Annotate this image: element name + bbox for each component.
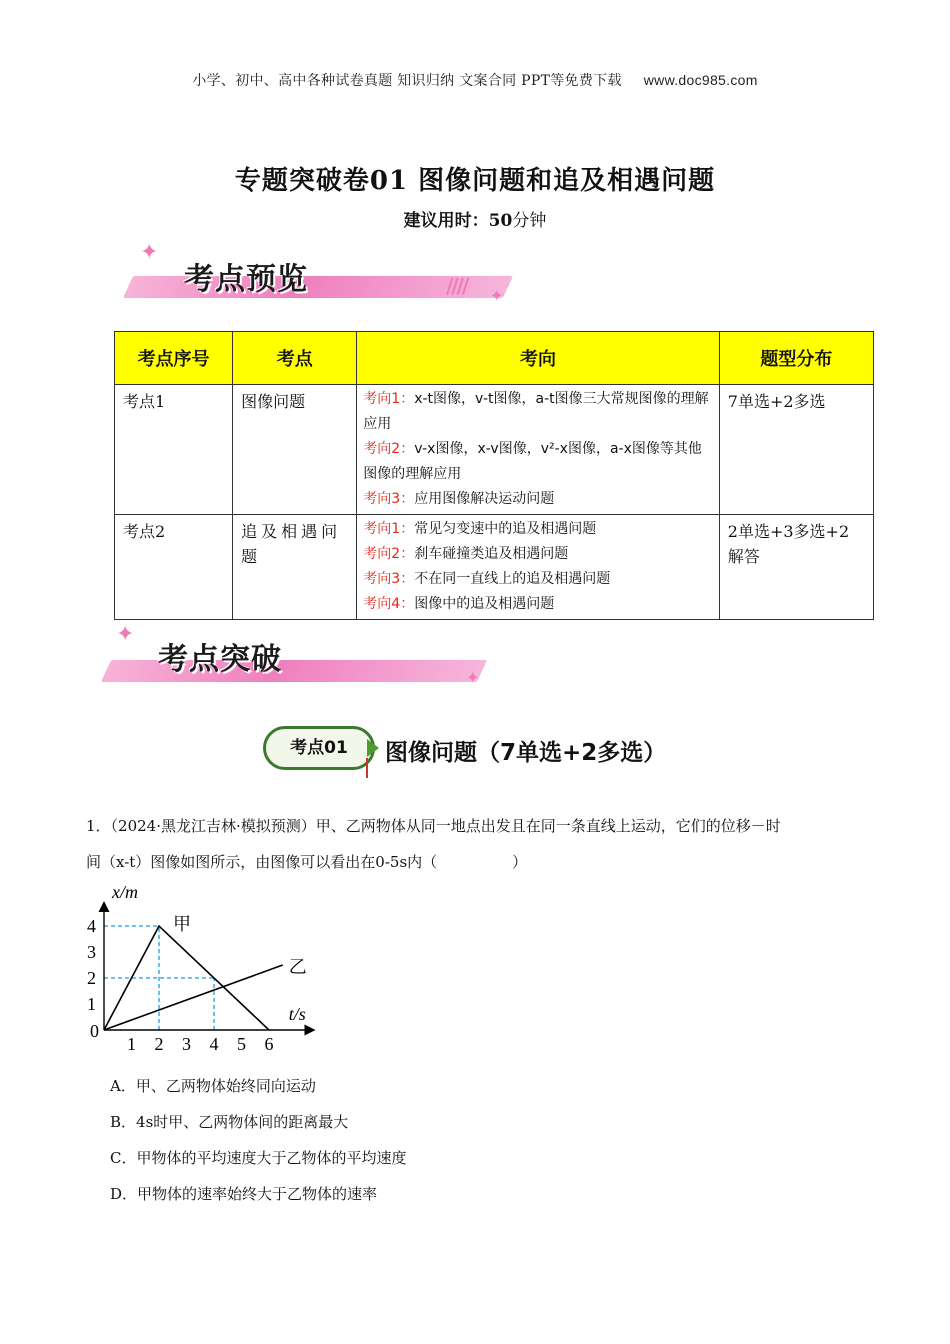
y-tick-label: 3 (87, 942, 96, 962)
overview-banner-label: 考点预览 (184, 262, 308, 297)
direction-text: 刹车碰撞类追及相遇问题 (414, 546, 569, 562)
direction-tag: 考向2： (363, 441, 415, 457)
topic-id-cell: 考点2 (115, 515, 233, 620)
option-d[interactable]: D．甲物体的速率始终大于乙物体的速率 (110, 1185, 378, 1203)
directions-cell (357, 385, 719, 515)
y-tick-label: 2 (87, 968, 96, 988)
direction-item (363, 387, 712, 437)
direction-text: 不在同一直线上的追及相遇问题 (414, 571, 611, 587)
directions-cell (357, 515, 719, 620)
answer-options (110, 1068, 406, 1212)
series-label: 甲 (173, 914, 191, 934)
table-header-cell: 考点 (233, 332, 357, 385)
question-text-1: 甲、乙两物体从同一地点出发且在同一条直线上运动，它们的位移－时 (315, 817, 781, 835)
table-header-row (115, 332, 874, 385)
x-tick-label: 2 (154, 1034, 164, 1054)
direction-tag: 考向3： (363, 491, 415, 507)
table-header-cell: 题型分布 (719, 332, 873, 385)
direction-text: 图像中的追及相遇问题 (414, 596, 555, 612)
y-tick-label: 1 (87, 994, 96, 1014)
direction-item (363, 542, 712, 567)
header-url[interactable]: www.doc985.com (643, 72, 758, 88)
sparkle-icon: ✦ (466, 668, 480, 687)
x-tick-label: 6 (264, 1034, 274, 1054)
header-text: 小学、初中、高中各种试卷真题 知识归纳 文案合同 PPT等免费下载 (192, 73, 622, 89)
direction-tag: 考向2： (363, 546, 415, 562)
breakthrough-banner-label: 考点突破 (158, 642, 282, 677)
question-line (86, 844, 876, 880)
direction-tag: 考向1： (363, 391, 415, 407)
table-row (115, 515, 874, 620)
direction-text: v-x图像，x-v图像，v²-x图像，a-x图像等其他图像的理解应用 (363, 441, 702, 482)
topic-title: 图像问题（7单选+2多选） (385, 740, 667, 766)
arrow-right-icon (367, 739, 379, 757)
question-source: （2024·黑龙江吉林·模拟预测） (110, 817, 316, 835)
direction-text: 应用图像解决运动问题 (414, 491, 555, 507)
series-label: 乙 (288, 957, 307, 977)
topic-name-cell: 图像问题 (233, 385, 357, 515)
question-number: 1． (86, 817, 111, 835)
distribution-cell: 7单选+2多选 (719, 385, 873, 515)
x-tick-label: 1 (127, 1034, 136, 1054)
direction-item (363, 437, 712, 487)
page-title: 专题突破卷01 图像问题和追及相遇问题 (234, 166, 716, 196)
direction-item (363, 517, 712, 542)
topic-name-cell: 追及相遇问题 (233, 515, 357, 620)
x-tick-label: 4 (209, 1034, 219, 1054)
x-tick-label: 3 (182, 1034, 191, 1054)
table-header-cell: 考点序号 (115, 332, 233, 385)
option-b[interactable]: B．4s时甲、乙两物体间的距离最大 (110, 1113, 349, 1131)
direction-tag: 考向4： (363, 596, 415, 612)
suggested-time (0, 206, 950, 231)
y-tick-label: 4 (87, 916, 96, 936)
breakthrough-banner (98, 622, 498, 692)
table-row (115, 385, 874, 515)
option-c[interactable]: C．甲物体的平均速度大于乙物体的平均速度 (110, 1149, 407, 1167)
topic-badge: 考点01 (263, 726, 375, 770)
badge-tail (366, 758, 368, 778)
topic-id-cell: 考点1 (115, 385, 233, 515)
direction-text: 常见匀变速中的追及相遇问题 (414, 521, 597, 537)
slash-decoration: //// (446, 274, 468, 298)
suggested-time-unit: 分钟 (512, 211, 547, 231)
overview-table (114, 331, 874, 620)
y-axis-label: x/m (112, 882, 138, 902)
direction-tag: 考向1： (363, 521, 415, 537)
page-header (0, 70, 950, 90)
direction-item (363, 567, 712, 592)
direction-item (363, 487, 712, 512)
overview-banner (120, 240, 520, 310)
x-axis-label: t/s (288, 1004, 306, 1024)
table-header-cell: 考向 (357, 332, 719, 385)
x-tick-label: 5 (237, 1034, 246, 1054)
sparkle-icon: ✦ (140, 240, 159, 265)
origin-label: 0 (90, 1021, 99, 1041)
suggested-time-label: 建议用时： (403, 211, 489, 231)
distribution-cell: 2单选+3多选+2解答 (719, 515, 873, 620)
question-line (86, 808, 876, 844)
series-line (104, 965, 283, 1030)
direction-tag: 考向3： (363, 571, 415, 587)
sparkle-icon: ✦ (490, 286, 504, 305)
suggested-time-value: 50 (488, 211, 513, 231)
question-text-2: 间（x-t）图像如图所示，由图像可以看出在0-5s内（ ） (86, 853, 528, 871)
question-1 (86, 808, 876, 880)
sparkle-icon: ✦ (116, 622, 135, 647)
direction-item (363, 592, 712, 617)
xt-graph (82, 880, 322, 1060)
option-a[interactable]: A．甲、乙两物体始终同向运动 (110, 1077, 316, 1095)
direction-text: x-t图像，v-t图像，a-t图像三大常规图像的理解应用 (363, 391, 709, 432)
